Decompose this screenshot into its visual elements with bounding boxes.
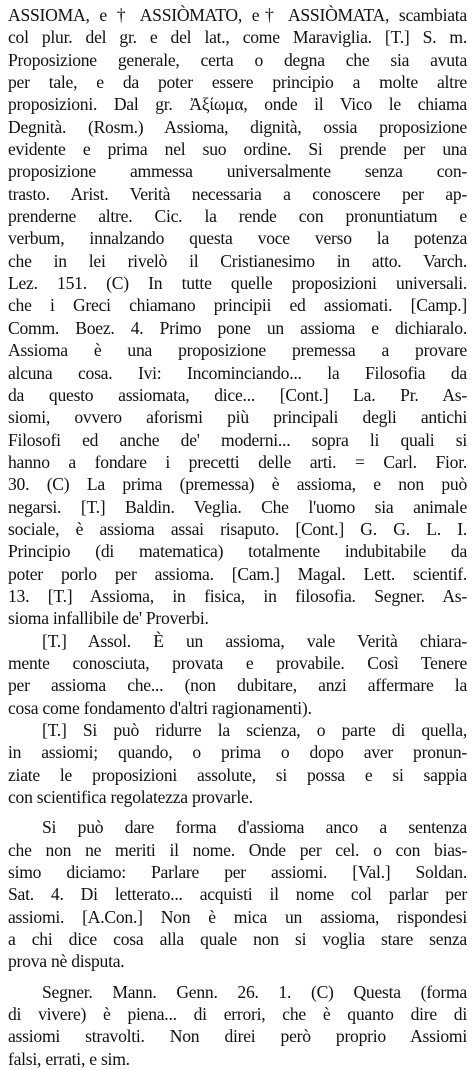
entry-line: Lez. 151. (C) In tutte quelle proposizioni universali. bbox=[8, 273, 467, 294]
entry-line: per tale, e da poter essere principio a molte altre bbox=[8, 72, 467, 93]
entry-line: alcuna cosa. Ivi: Incominciando... la Filosofia da bbox=[8, 362, 467, 383]
paragraph-line: ziate le proposizioni assolute, si possa e si sappia bbox=[8, 764, 467, 785]
entry-line: col plur. del gr. e del lat., come Maraviglia. [T.] S. m. bbox=[8, 27, 467, 48]
paragraph-line: Si può dare forma d'assioma anco a sentenza bbox=[42, 817, 467, 838]
paragraph-line: che non ne meriti il nome. Onde per cel. o con bias- bbox=[8, 839, 467, 860]
paragraph-line: mente conosciuta, provata e provabile. Così Tenere bbox=[8, 652, 467, 673]
entry-line: sioma infallibile de' Proverbi. bbox=[8, 608, 209, 629]
paragraph-scienza bbox=[8, 719, 467, 808]
paragraph-gap bbox=[8, 973, 467, 981]
paragraph-line: [T.] Assol. È un assioma, vale Verità chiara- bbox=[42, 630, 467, 651]
entry-line: che in lei rivelò il Cristianesimo in atto. Varch. bbox=[8, 250, 467, 271]
paragraph-sentenza bbox=[8, 816, 467, 972]
entry-line: Filosofi ed anche de' moderni... sopra li quali si bbox=[8, 429, 467, 450]
entry-line: ASSIOMA, e † ASSIÒMATO, e† ASSIÒMATA, scambiata bbox=[8, 5, 467, 25]
paragraph-line: Segner. Mann. Genn. 26. 1. (C) Questa (forma bbox=[42, 981, 467, 1002]
paragraph-line: con scientifica regolatezza provarle. bbox=[8, 787, 253, 808]
entry-line: Comm. Boez. 4. Primo pone un assioma e dichiaralo. bbox=[8, 317, 467, 338]
paragraph-line: assiomi. [A.Con.] Non è mica un assioma, rispondesi bbox=[8, 906, 467, 927]
entry-line: Degnità. (Rosm.) Assioma, dignità, ossia proposizione bbox=[8, 116, 467, 137]
paragraph-line: di vivere) è piena... di errori, che è quanto dire di bbox=[8, 1004, 467, 1025]
paragraph-gap bbox=[8, 808, 467, 816]
paragraph-line: cosa come fondamento d'altri ragionamenti). bbox=[8, 697, 312, 718]
entry-line: verbum, innalzando questa voce verso la potenza bbox=[8, 228, 467, 249]
paragraph-line: [T.] Si può ridurre la scienza, o parte di quella, bbox=[42, 720, 467, 740]
paragraph-line: a chi dice cosa alla quale non si voglia stare senza bbox=[8, 929, 467, 950]
paragraph-line: in assiomi; quando, o prima o dopo aver pronun- bbox=[8, 742, 467, 763]
paragraph-line: falsi, errati, e sim. bbox=[8, 1048, 130, 1069]
paragraph-line: prova nè disputa. bbox=[8, 951, 125, 972]
entry-line: sociale, è assioma assai risaputo. [Cont.] G. G. L. I. bbox=[8, 518, 467, 539]
entry-line: Proposizione generale, certa o degna che sia avuta bbox=[8, 49, 467, 70]
entry-block bbox=[8, 4, 467, 630]
entry-line: Principio (di matematica) totalmente indubitabile da bbox=[8, 541, 467, 562]
entry-line: proposizioni. Dal gr. Ἀξίωμα, onde il Vico le chiama bbox=[8, 94, 467, 115]
paragraph-segneri bbox=[8, 981, 467, 1070]
entry-line: Assioma è una proposizione premessa a provare bbox=[8, 340, 467, 361]
entry-line: proposizione ammessa universalmente senza con- bbox=[8, 161, 467, 182]
entry-line: trasto. Arist. Verità necessaria a conoscere per ap- bbox=[8, 183, 467, 204]
entry-line: negarsi. [T.] Baldin. Veglia. Che l'uomo sia animale bbox=[8, 496, 467, 517]
entry-line: poter porlo per assioma. [Cam.] Magal. Lett. scientif. bbox=[8, 563, 467, 584]
paragraph-line: per assioma che... (non dubitare, anzi affermare la bbox=[8, 675, 467, 696]
entry-line: siomi, ovvero aforismi più principali degli antichi bbox=[8, 407, 467, 428]
paragraph-line: simo diciamo: Parlare per assiomi. [Val.] Soldan. bbox=[8, 862, 467, 883]
entry-line: prenderne altre. Cic. la rende con pronuntiatum e bbox=[8, 206, 467, 227]
entry-line: da questo assiomata, dice... [Cont.] La. Pr. As- bbox=[8, 384, 467, 405]
entry-line: evidente e prima nel suo ordine. Si prende per una bbox=[8, 139, 467, 160]
entry-line: che i Greci chiamano principii ed assiomati. [Camp.] bbox=[8, 295, 467, 316]
entry-line: 30. (C) La prima (premessa) è assioma, e non può bbox=[8, 474, 467, 495]
entry-line: hanno a fondare i precetti delle arti. = Carl. Fior. bbox=[8, 451, 467, 472]
paragraph-assol bbox=[8, 630, 467, 719]
paragraph-line: assiomi stravolti. Non direi però proprio Assiomi bbox=[8, 1026, 467, 1047]
paragraph-line: Sat. 4. Di letterato... acquisti il nome col parlar per bbox=[8, 884, 467, 905]
entry-line: 13. [T.] Assioma, in fisica, in filosofia. Segner. As- bbox=[8, 585, 467, 606]
